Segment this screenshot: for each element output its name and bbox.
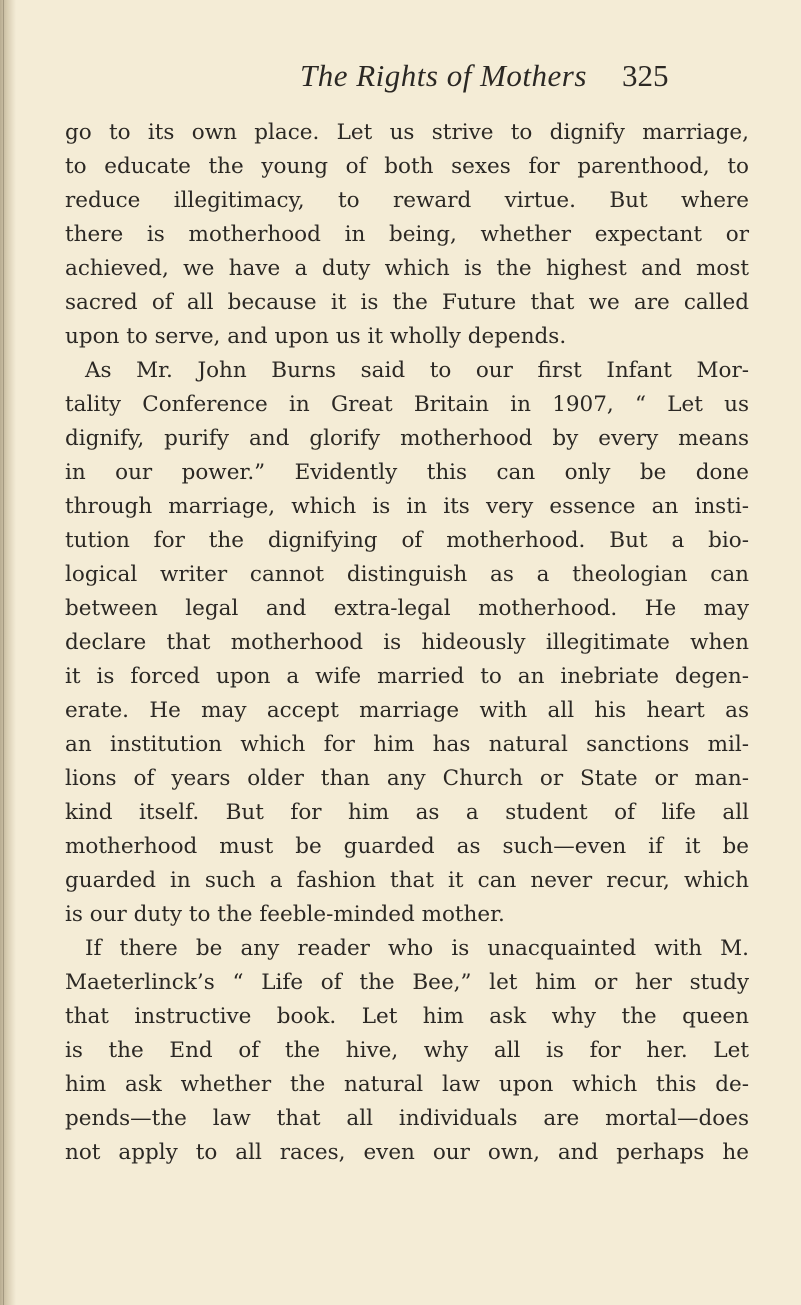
text-line: is the End of the hive, why all is for her. Let <box>65 1038 749 1063</box>
text-line: that instructive book. Let him ask why the queen <box>65 1004 749 1029</box>
text-line: achieved, we have a duty which is the highest and most <box>65 256 749 281</box>
text-line: guarded in such a fashion that it can never recur, which <box>65 868 749 893</box>
text-line: lions of years older than any Church or State or man- <box>65 766 749 791</box>
text-line: not apply to all races, even our own, and perhaps he <box>65 1140 749 1165</box>
page-number: 325 <box>622 58 669 93</box>
text-line: Maeterlinck’s “ Life of the Bee,” let him or her study <box>65 970 749 995</box>
text-line: there is motherhood in being, whether expectant or <box>65 222 749 247</box>
text-line: in our power.” Evidently this can only be done <box>65 460 749 485</box>
text-line: an institution which for him has natural sanctions mil- <box>65 732 749 757</box>
text-line: kind itself. But for him as a student of life all <box>65 800 749 825</box>
text-line: upon to serve, and upon us it wholly depends. <box>65 324 567 349</box>
text-line: dignify, purify and glorify motherhood by every means <box>65 426 749 451</box>
page-body <box>65 116 749 1170</box>
text-line: If there be any reader who is unacquainted with M. <box>85 936 749 961</box>
text-line: declare that motherhood is hideously illegitimate when <box>65 630 749 655</box>
running-head: The Rights of Mothers <box>300 58 587 93</box>
text-line: it is forced upon a wife married to an inebriate degen- <box>65 664 749 689</box>
text-line: reduce illegitimacy, to reward virtue. But where <box>65 188 749 213</box>
text-line: As Mr. John Burns said to our first Infant Mor- <box>85 358 749 383</box>
text-line: him ask whether the natural law upon which this de- <box>65 1072 749 1097</box>
text-line: tution for the dignifying of motherhood. But a bio- <box>65 528 749 553</box>
text-line: through marriage, which is in its very essence an insti- <box>65 494 749 519</box>
text-line: to educate the young of both sexes for parenthood, to <box>65 154 749 179</box>
text-line: tality Conference in Great Britain in 1907, “ Let us <box>65 392 749 417</box>
text-line: logical writer cannot distinguish as a theologian can <box>65 562 749 587</box>
text-line: erate. He may accept marriage with all his heart as <box>65 698 749 723</box>
binding-edge <box>3 0 4 1305</box>
text-line: sacred of all because it is the Future that we are called <box>65 290 749 315</box>
text-line: go to its own place. Let us strive to dignify marriage, <box>65 120 749 145</box>
text-line: is our duty to the feeble-minded mother. <box>65 902 505 927</box>
text-line: pends—the law that all individuals are mortal—does <box>65 1106 749 1131</box>
text-line: between legal and extra-legal motherhood. He may <box>65 596 749 621</box>
text-line: motherhood must be guarded as such—even if it be <box>65 834 749 859</box>
